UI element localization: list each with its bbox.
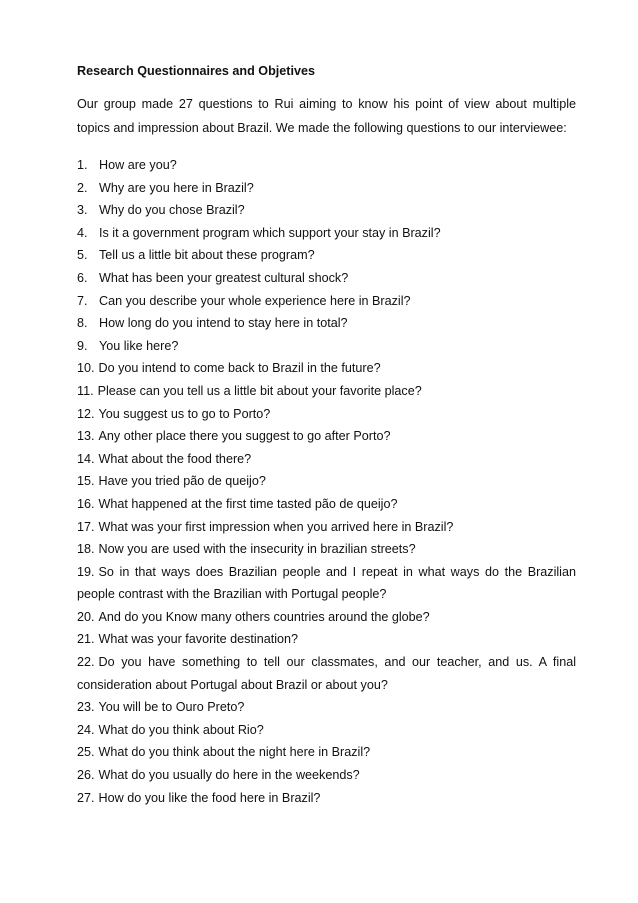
question-number: 7. bbox=[77, 293, 88, 308]
question-number: 2. bbox=[77, 180, 88, 195]
question-number: 9. bbox=[77, 338, 88, 353]
question-number: 10. bbox=[77, 361, 95, 376]
document-title: Research Questionnaires and Objetives bbox=[77, 64, 315, 78]
question-text: Now you are used with the insecurity in brazilian streets? bbox=[98, 542, 416, 557]
question-item bbox=[77, 177, 576, 200]
question-list bbox=[77, 154, 576, 809]
question-item bbox=[77, 470, 576, 493]
question-item bbox=[77, 199, 576, 222]
question-text: You suggest us to go to Porto? bbox=[98, 406, 271, 421]
question-number: 17. bbox=[77, 519, 95, 534]
question-number: 5. bbox=[77, 248, 88, 263]
question-number: 13. bbox=[77, 429, 95, 444]
question-text: What about the food there? bbox=[98, 451, 252, 466]
question-item bbox=[77, 516, 576, 539]
question-text: How long do you intend to stay here in total? bbox=[99, 316, 348, 331]
question-item bbox=[77, 380, 576, 403]
document-page bbox=[77, 62, 576, 809]
question-item bbox=[77, 651, 576, 696]
intro-paragraph: Our group made 27 questions to Rui aiming to know his point of view about multiple topics and impression about Brazil. We made the following questions to our interviewee: bbox=[77, 97, 576, 135]
question-text: What was your favorite destination? bbox=[98, 632, 299, 647]
question-text: How do you like the food here in Brazil? bbox=[98, 790, 321, 805]
question-text: What happened at the first time tasted pão de queijo? bbox=[98, 496, 398, 511]
question-text: Is it a government program which support your stay in Brazil? bbox=[99, 225, 441, 240]
question-item bbox=[77, 561, 576, 606]
question-item bbox=[77, 741, 576, 764]
question-number: 20. bbox=[77, 609, 95, 624]
question-item bbox=[77, 290, 576, 313]
question-item bbox=[77, 628, 576, 651]
question-item bbox=[77, 312, 576, 335]
question-text: What has been your greatest cultural shock? bbox=[99, 270, 349, 285]
question-text: So in that ways does Brazilian people and I repeat in what ways do the Brazilian people contrast with the Brazilian with Portugal people? bbox=[77, 564, 576, 602]
question-number: 15. bbox=[77, 474, 95, 489]
question-number: 23. bbox=[77, 700, 95, 715]
question-text: Can you describe your whole experience here in Brazil? bbox=[99, 293, 411, 308]
question-text: Have you tried pão de queijo? bbox=[98, 474, 266, 489]
question-number: 27. bbox=[77, 790, 95, 805]
question-text: What do you usually do here in the weekends? bbox=[98, 768, 360, 783]
question-text: Do you have something to tell our classmates, and our teacher, and us. A final consideration about Portugal about Brazil or about you? bbox=[77, 655, 576, 692]
question-item bbox=[77, 154, 576, 177]
question-item bbox=[77, 357, 576, 380]
question-text: Please can you tell us a little bit about your favorite place? bbox=[97, 383, 422, 398]
question-text: Do you intend to come back to Brazil in the future? bbox=[98, 361, 381, 376]
question-number: 25. bbox=[77, 745, 95, 760]
question-item bbox=[77, 335, 576, 358]
question-number: 11. bbox=[77, 383, 94, 398]
question-text: You like here? bbox=[99, 338, 179, 353]
question-number: 18. bbox=[77, 542, 95, 557]
question-number: 14. bbox=[77, 451, 95, 466]
question-number: 22. bbox=[77, 655, 95, 670]
question-text: Why do you chose Brazil? bbox=[99, 203, 245, 218]
question-item bbox=[77, 787, 576, 810]
question-text: What do you think about the night here in Brazil? bbox=[98, 745, 371, 760]
question-number: 3. bbox=[77, 203, 88, 218]
question-item bbox=[77, 606, 576, 629]
question-text: You will be to Ouro Preto? bbox=[98, 700, 245, 715]
question-item bbox=[77, 222, 576, 245]
question-number: 12. bbox=[77, 406, 95, 421]
question-item bbox=[77, 267, 576, 290]
question-text: What do you think about Rio? bbox=[98, 722, 264, 737]
question-text: And do you Know many others countries around the globe? bbox=[98, 609, 430, 624]
question-item bbox=[77, 493, 576, 516]
question-item bbox=[77, 448, 576, 471]
question-number: 19. bbox=[77, 564, 95, 579]
question-text: How are you? bbox=[99, 158, 177, 172]
question-text: Why are you here in Brazil? bbox=[99, 180, 254, 195]
question-item bbox=[77, 403, 576, 426]
question-item bbox=[77, 764, 576, 787]
question-number: 1. bbox=[77, 158, 88, 172]
question-number: 26. bbox=[77, 768, 95, 783]
question-item bbox=[77, 538, 576, 561]
question-number: 6. bbox=[77, 270, 88, 285]
question-number: 24. bbox=[77, 722, 95, 737]
question-item bbox=[77, 696, 576, 719]
question-number: 16. bbox=[77, 496, 95, 511]
question-item bbox=[77, 425, 576, 448]
question-number: 4. bbox=[77, 225, 88, 240]
question-item bbox=[77, 244, 576, 267]
question-item bbox=[77, 719, 576, 742]
question-text: What was your first impression when you arrived here in Brazil? bbox=[98, 519, 454, 534]
question-text: Tell us a little bit about these program? bbox=[99, 248, 315, 263]
question-number: 21. bbox=[77, 632, 95, 647]
question-text: Any other place there you suggest to go after Porto? bbox=[98, 429, 391, 444]
question-number: 8. bbox=[77, 316, 88, 331]
